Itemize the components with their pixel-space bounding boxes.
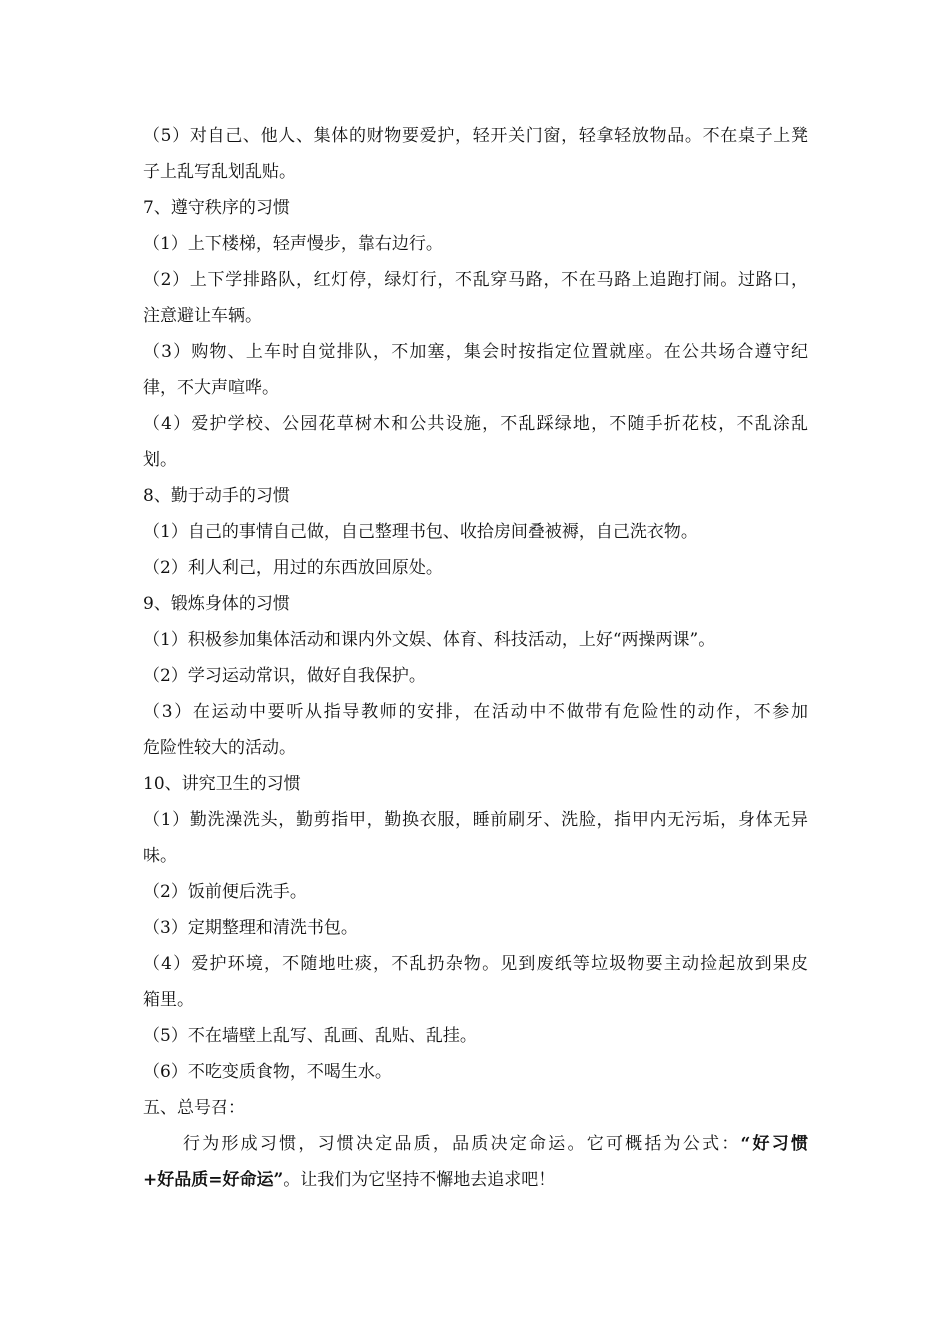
paragraph-line: （2）上下学排路队，红灯停，绿灯行，不乱穿马路，不在马路上追跑打闹。过路口， <box>143 270 808 290</box>
section-heading: 10、讲究卫生的习惯 <box>143 774 301 794</box>
paragraph-line: （1）自己的事情自己做，自己整理书包、收拾房间叠被褥，自己洗衣物。 <box>143 522 698 542</box>
paragraph-line: （4）爱护环境，不随地吐痰，不乱扔杂物。见到废纸等垃圾物要主动捡起放到果皮 <box>143 954 808 974</box>
paragraph-line: 划。 <box>143 450 177 470</box>
paragraph-line: （2）学习运动常识，做好自我保护。 <box>143 666 426 686</box>
document-body <box>143 118 808 1198</box>
paragraph-line: （3）在运动中要听从指导教师的安排，在活动中不做带有危险性的动作，不参加 <box>143 702 808 722</box>
paragraph-line: （3）定期整理和清洗书包。 <box>143 918 358 938</box>
formula-text: “好习惯 <box>740 1134 809 1154</box>
paragraph-line: （2）利人利己，用过的东西放回原处。 <box>143 558 443 578</box>
closing-line-2 <box>143 1162 808 1198</box>
section-heading: 7、遵守秩序的习惯 <box>143 198 290 218</box>
section-heading: 五、总号召： <box>143 1098 245 1118</box>
paragraph-line: 律，不大声喧哗。 <box>143 378 279 398</box>
paragraph-line: （5）不在墙壁上乱写、乱画、乱贴、乱挂。 <box>143 1026 477 1046</box>
paragraph-line: 味。 <box>143 846 177 866</box>
section-heading: 9、锻炼身体的习惯 <box>143 594 290 614</box>
closing-text: 。让我们为它坚持不懈地去追求吧！ <box>283 1170 556 1190</box>
paragraph-line: （3）购物、上车时自觉排队，不加塞，集会时按指定位置就座。在公共场合遵守纪 <box>143 342 808 362</box>
paragraph-line: 注意避让车辆。 <box>143 306 262 326</box>
closing-line-1 <box>143 1126 808 1162</box>
paragraph-line: （1）积极参加集体活动和课内外文娱、体育、科技活动，上好“两操两课”。 <box>143 630 716 650</box>
paragraph-line: （5）对自己、他人、集体的财物要爱护，轻开关门窗，轻拿轻放物品。不在桌子上凳 <box>143 126 808 146</box>
paragraph-line: （4）爱护学校、公园花草树木和公共设施，不乱踩绿地，不随手折花枝，不乱涂乱 <box>143 414 808 434</box>
paragraph-line: 危险性较大的活动。 <box>143 738 296 758</box>
formula-text: +好品质=好命运” <box>143 1170 284 1190</box>
paragraph-line: （2）饭前便后洗手。 <box>143 882 307 902</box>
section-heading: 8、勤于动手的习惯 <box>143 486 290 506</box>
paragraph-line: 箱里。 <box>143 990 194 1010</box>
paragraph-line: （1）勤洗澡洗头，勤剪指甲，勤换衣服，睡前刷牙、洗脸，指甲内无污垢，身体无异 <box>143 810 808 830</box>
paragraph-line: （1）上下楼梯，轻声慢步，靠右边行。 <box>143 234 443 254</box>
closing-text: 行为形成习惯，习惯决定品质，品质决定命运。它可概括为公式： <box>183 1134 741 1154</box>
paragraph-line: （6）不吃变质食物，不喝生水。 <box>143 1062 392 1082</box>
paragraph-line: 子上乱写乱划乱贴。 <box>143 162 296 182</box>
